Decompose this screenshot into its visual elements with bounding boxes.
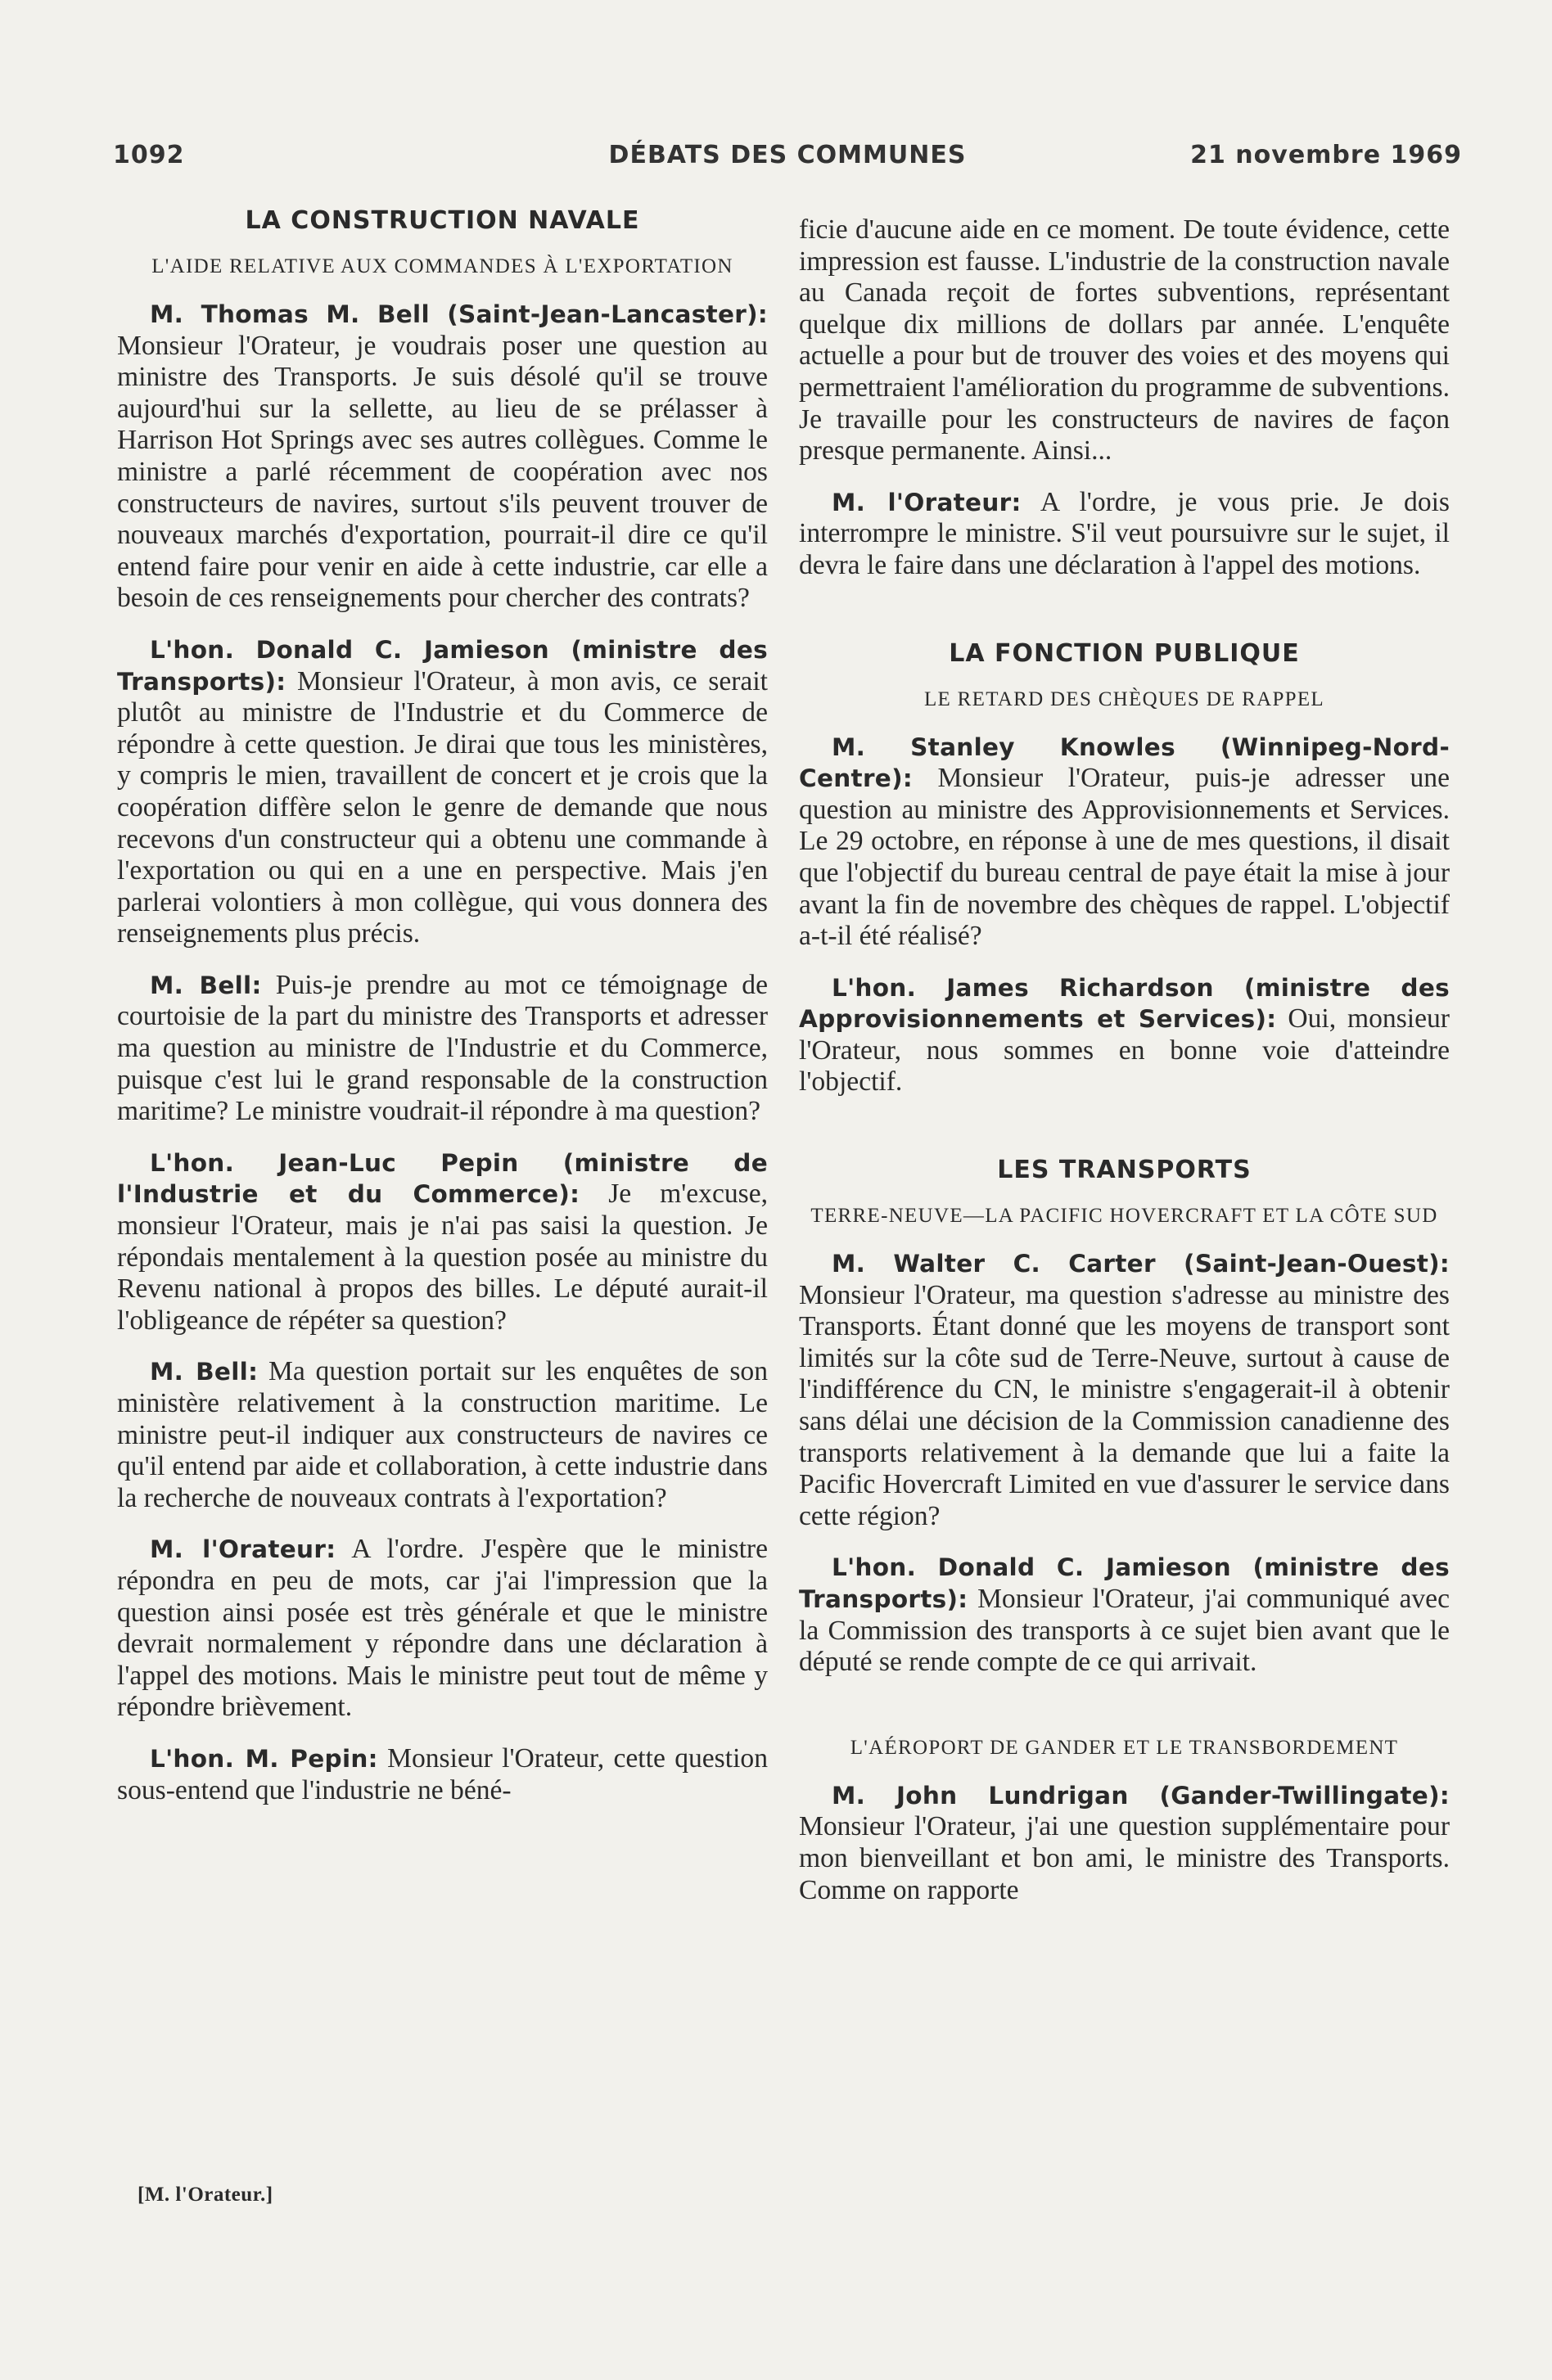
speaker-name: M. l'Orateur: (150, 1535, 336, 1564)
page-number: 1092 (113, 141, 185, 169)
speaker-name: M. John Lundrigan (Gander-Twillingate): (832, 1781, 1450, 1810)
speaker-name: M. Bell: (150, 1358, 259, 1386)
page-footnote: [M. l'Orateur.] (138, 2184, 273, 2206)
issue-date: 21 novembre 1969 (1190, 141, 1462, 169)
speech-paragraph (799, 732, 1450, 953)
speech-text: Monsieur l'Orateur, j'ai une question supplémentaire pour mon bienveillant et bon ami, le ministre des Transports. Comme on rapporte (799, 1811, 1450, 1905)
speech-text: A l'ordre, je vous prie. Je dois interrompre le ministre. S'il veut poursuivre sur le sujet, il devra le faire dans une déclaration à l'appel des motions. (799, 486, 1450, 580)
speech-paragraph (799, 1552, 1450, 1678)
speech-paragraph (799, 1780, 1450, 1906)
speech-paragraph (117, 1147, 768, 1337)
speech-paragraph (117, 299, 768, 615)
speech-text: Oui, monsieur l'Orateur, nous sommes en bonne voie d'atteindre l'objectif. (799, 1003, 1450, 1098)
section-subheading: L'AIDE RELATIVE AUX COMMANDES À L'EXPORTATION (151, 255, 733, 277)
section-subheading: LE RETARD DES CHÈQUES DE RAPPEL (923, 687, 1324, 710)
speech-text: Ma question portait sur les enquêtes de son ministère relativement à la construction maritime. Le ministre peut-il indiquer aux constructeurs de navires ce qu'il entend par aide et collaboration, à cette industrie dans la recherche de nouveaux contrats à l'exportation? (117, 1356, 768, 1513)
speaker-name: M. Thomas M. Bell (Saint-Jean-Lancaster): (150, 300, 768, 328)
page-header (113, 141, 1462, 187)
publication-title: DÉBATS DES COMMUNES (608, 141, 967, 169)
speech-text: Monsieur l'Orateur, puis-je adresser une question au ministre des Approvisionnements et Services. Le 29 octobre, en réponse à une de mes questions, il disait que l'objectif du bureau central de paye était la mise à jour avant la fin de novembre des chèques de rappel. L'objectif a-t-il été réalisé? (799, 763, 1450, 952)
speech-text: Monsieur l'Orateur, à mon avis, ce serait plutôt au ministre de l'Industrie et du Commerce de répondre à cette question. Je dirai que tous les ministères, y compris le mien, travaillent de concert et je crois que la coopération diffère selon le genre de demande que nous recevons d'un constructeur qui a obtenu une commande à l'exportation ou qui en a une en perspective. Mais j'en parlerai volontiers à mon collègue, qui vous donnera des renseignements plus précis. (117, 665, 768, 949)
speech-paragraph-continued: ficie d'aucune aide en ce moment. De toute évidence, cette impression est fausse. L'industrie de la construction navale au Canada reçoit de fortes subventions, représentant quelque dix millions de dollars par année. L'enquête actuelle a pour but de trouver des voies et des moyens qui permettraient l'amélioration du programme de subventions. Je travaille pour les constructeurs de navires de façon presque permanente. Ainsi... (799, 214, 1450, 467)
speaker-name: M. Stanley Knowles (Winnipeg-Nord-Centre): (799, 732, 1450, 793)
speech-paragraph (799, 1248, 1450, 1532)
speech-text: A l'ordre. J'espère que le ministre répondra en peu de mots, car j'ai l'impression que la question ainsi posée est très générale et que le ministre devrait normalement y répondre dans une déclaration à l'appel des motions. Mais le ministre peut tout de même y répondre brièvement. (117, 1534, 768, 1723)
right-column (799, 214, 1450, 1906)
speaker-name: M. Bell: (150, 971, 262, 999)
section-heading: LES TRANSPORTS (997, 1156, 1252, 1185)
speech-text: Monsieur l'Orateur, je voudrais poser une question au ministre des Transports. Je suis désolé qu'il se trouve aujourd'hui sur la sellette, au lieu de se prélasser à Harrison Hot Springs avec ses autres collègues. Comme le ministre a parlé récemment de coopération avec nos constructeurs de navires, surtout s'ils peuvent trouver de nouveaux marchés d'exportation, pourrait-il dire ce qu'il entend faire pour venir en aide à cette industrie, car elle a besoin de ces renseignements pour chercher des contrats? (117, 330, 768, 614)
speaker-name: L'hon. Jean-Luc Pepin (ministre de l'Industrie et du Commerce): (117, 1148, 768, 1209)
left-column (117, 206, 768, 1806)
speaker-name: L'hon. James Richardson (ministre des Approvisionnements et Services): (799, 973, 1450, 1034)
speech-paragraph (799, 972, 1450, 1098)
speech-text: Puis-je prendre au mot ce témoignage de courtoisie de la part du ministre des Transports et adresser ma question au ministre de l'Industrie et du Commerce, puisque c'est lui le grand responsable de la construction maritime? Le ministre voudrait-il répondre à ma question? (117, 969, 768, 1127)
speaker-name: L'hon. M. Pepin: (150, 1744, 378, 1773)
speaker-name: M. Walter C. Carter (Saint-Jean-Ouest): (832, 1250, 1450, 1278)
speech-paragraph (117, 970, 768, 1128)
section-heading: LA FONCTION PUBLIQUE (949, 638, 1300, 668)
speech-paragraph (799, 487, 1450, 582)
speech-text: Monsieur l'Orateur, ma question s'adresse au ministre des Transports. Étant donné que les moyens de transport sont limités sur la côte sud de Terre-Neuve, surtout à cause de l'indifférence du CN, le ministre s'engagerait-il à obtenir sans délai une décision de la Commission canadienne des transports relativement à la demande que lui a faite la Pacific Hovercraft Limited en vue d'assurer le service dans cette région? (799, 1279, 1450, 1531)
speech-paragraph (117, 1743, 768, 1806)
section-subheading: TERRE-NEUVE—LA PACIFIC HOVERCRAFT ET LA CÔTE SUD (810, 1205, 1438, 1228)
section-heading: LA CONSTRUCTION NAVALE (245, 206, 640, 235)
speaker-name: L'hon. Donald C. Jamieson (ministre des Transports): (117, 635, 768, 696)
speech-paragraph (117, 1534, 768, 1724)
speech-paragraph (117, 634, 768, 950)
speech-text: Je m'excuse, monsieur l'Orateur, mais je n'ai pas saisi la question. Je répondais mentalement à la question posée au ministre du Revenu national à propos des billes. Le député aurait-il l'obligeance de répéter sa question? (117, 1179, 768, 1336)
speech-text: Monsieur l'Orateur, j'ai communiqué avec la Commission des transports à ce sujet bien avant que le député se rende compte de ce qui arrivait. (799, 1584, 1450, 1678)
speaker-name: L'hon. Donald C. Jamieson (ministre des Transports): (799, 1553, 1450, 1613)
speech-text: Monsieur l'Orateur, cette question sous-entend que l'industrie ne béné- (117, 1742, 768, 1805)
speech-paragraph (117, 1356, 768, 1514)
section-subheading: L'AÉROPORT DE GANDER ET LE TRANSBORDEMENT (850, 1736, 1399, 1759)
speaker-name: M. l'Orateur: (832, 488, 1022, 516)
